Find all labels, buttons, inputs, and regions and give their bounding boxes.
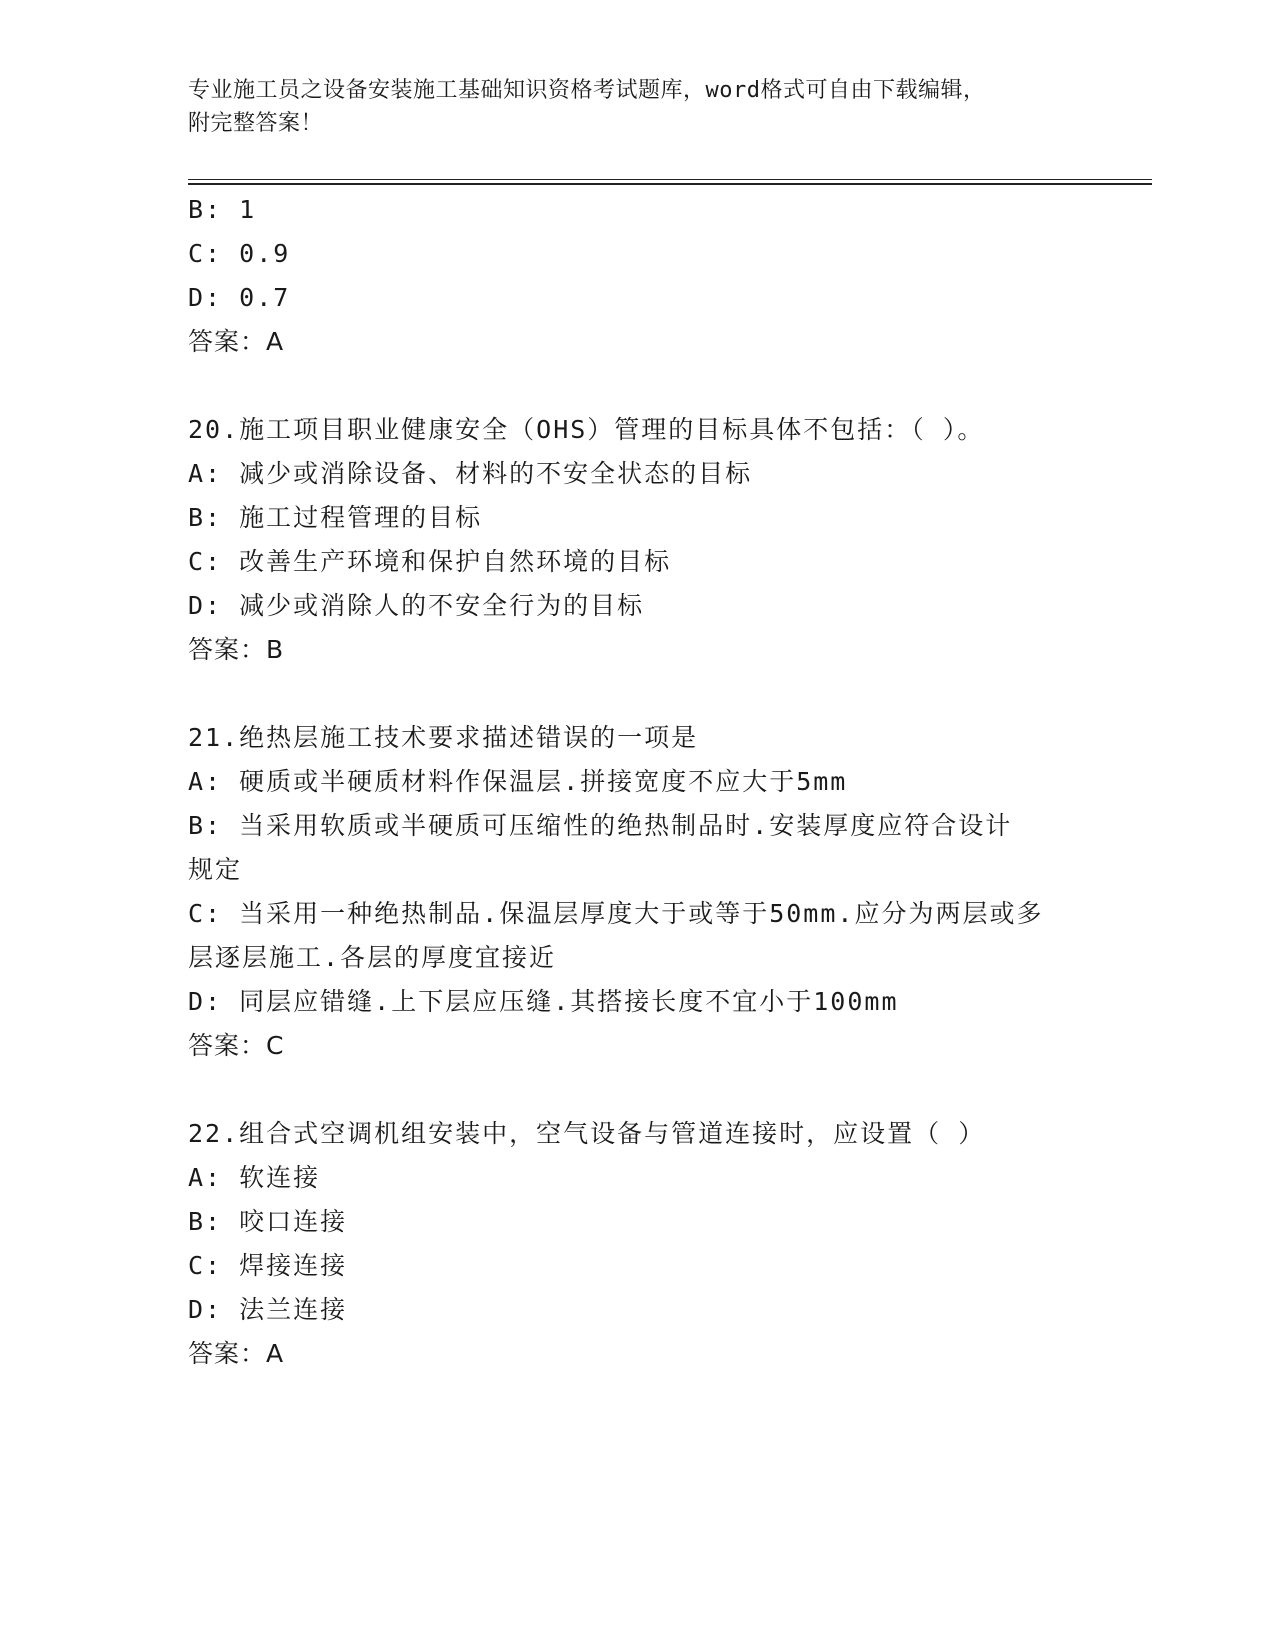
q22-option-b: B: 咬口连接: [188, 1207, 348, 1236]
q19-option-d: D: 0.7: [188, 283, 291, 312]
q21-option-b-line-2: 规定: [188, 855, 243, 884]
q20-option-a: A: 减少或消除设备、材料的不安全状态的目标: [188, 459, 753, 488]
q21-option-a: A: 硬质或半硬质材料作保温层.拼接宽度不应大于5mm: [188, 767, 848, 796]
q22-option-d: D: 法兰连接: [188, 1295, 348, 1324]
header-divider-thick: [188, 183, 1152, 185]
q21-option-c-line-2: 层逐层施工.各层的厚度宜接近: [188, 943, 557, 972]
q19-answer: 答案：A: [188, 327, 285, 356]
q21-answer: 答案：C: [188, 1031, 285, 1060]
q20-option-b: B: 施工过程管理的目标: [188, 503, 483, 532]
q21-option-d: D: 同层应错缝.上下层应压缝.其搭接长度不宜小于100mm: [188, 987, 899, 1016]
q21-option-c-line-1: C: 当采用一种绝热制品.保温层厚度大于或等于50mm.应分为两层或多: [188, 899, 1044, 928]
q22-option-a: A: 软连接: [188, 1163, 321, 1192]
q20-option-d: D: 减少或消除人的不安全行为的目标: [188, 591, 645, 620]
q22-stem: 22.组合式空调机组安装中，空气设备与管道连接时，应设置（ ）: [188, 1119, 986, 1148]
q22-option-c: C: 焊接连接: [188, 1251, 348, 1280]
q22-answer: 答案：A: [188, 1339, 285, 1368]
header-line-1: 专业施工员之设备安装施工基础知识资格考试题库，word格式可自由下载编辑，: [188, 78, 986, 103]
q19-option-c: C: 0.9: [188, 239, 291, 268]
q20-stem: 20.施工项目职业健康安全（OHS）管理的目标具体不包括：（ ）。: [188, 415, 985, 444]
q21-stem: 21.绝热层施工技术要求描述错误的一项是: [188, 723, 699, 752]
header-divider-thin: [188, 179, 1152, 180]
q19-option-b: B: 1: [188, 195, 257, 224]
q20-answer: 答案：B: [188, 635, 285, 664]
q21-option-b-line-1: B: 当采用软质或半硬质可压缩性的绝热制品时.安装厚度应符合设计: [188, 811, 1013, 840]
header-line-2: 附完整答案！: [188, 111, 324, 136]
q20-option-c: C: 改善生产环境和保护自然环境的目标: [188, 547, 672, 576]
document-header: [188, 74, 1088, 140]
